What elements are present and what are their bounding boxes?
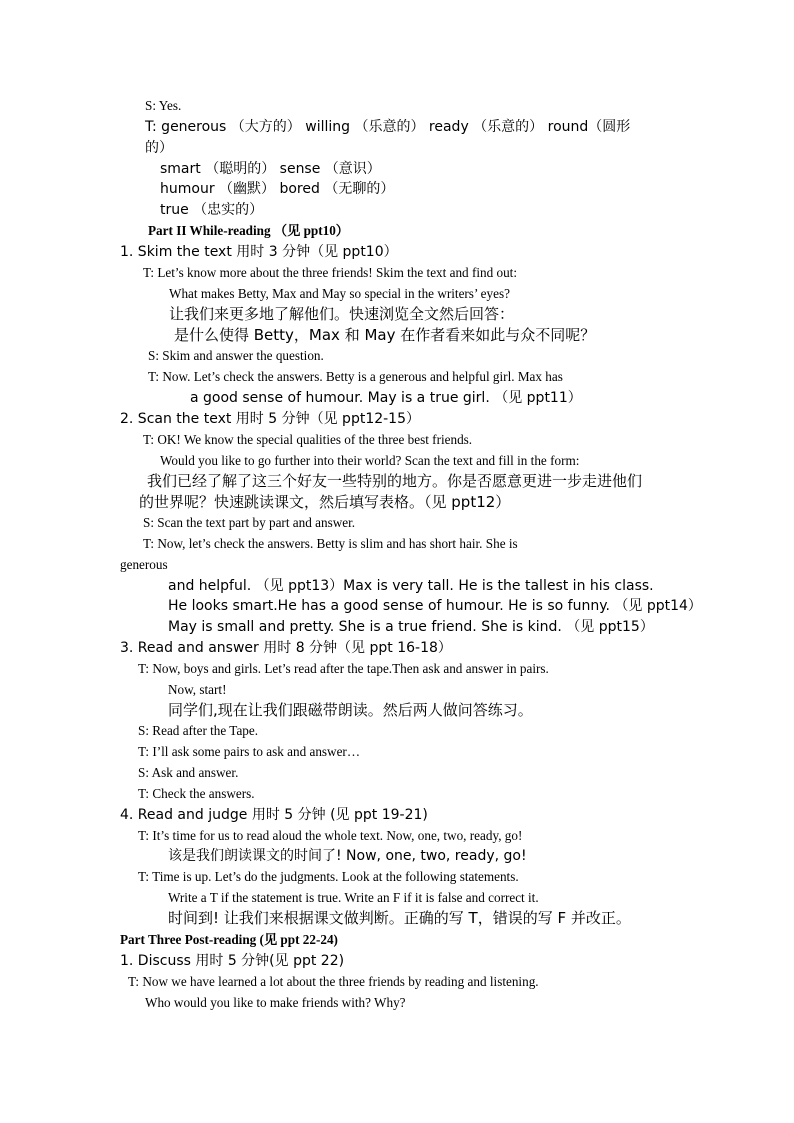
- section-heading-post-reading: Part Three Post-reading (见 ppt 22-24): [120, 932, 338, 947]
- line-29: Now, start!: [168, 682, 227, 697]
- line-20: 的世界呢？快速跳读课文，然后填写表格。（见 ppt12）: [139, 493, 511, 511]
- line-31: S: Read after the Tape.: [138, 723, 259, 738]
- line-9: T: Let’s know more about the three friends! Skim the text and find out:: [143, 265, 518, 280]
- line-25: He looks smart.He has a good sense of humour. He is so funny. （见 ppt14）: [168, 598, 702, 614]
- line-33: S: Ask and answer.: [138, 765, 239, 780]
- line-1: S: Yes.: [145, 98, 182, 113]
- line-43: T: Now we have learned a lot about the three friends by reading and listening.: [128, 974, 539, 989]
- line-10: What makes Betty, Max and May so special in the writers’ eyes?: [169, 286, 510, 301]
- line-34: T: Check the answers.: [138, 786, 255, 801]
- line-39: Write a T if the statement is true. Write an F if it is false and correct it.: [168, 890, 539, 905]
- line-23: generous: [120, 557, 168, 572]
- line-38: T: Time is up. Let’s do the judgments. Look at the following statements.: [138, 869, 519, 884]
- line-5: humour （幽默） bored （无聊的）: [160, 181, 395, 197]
- section-heading-while-reading: Part II While-reading （见 ppt10）: [148, 223, 349, 238]
- line-35: 4. Read and judge 用时 5 分钟 (见 ppt 19-21): [120, 807, 428, 823]
- line-21: S: Scan the text part by part and answer.: [143, 515, 356, 530]
- line-18: Would you like to go further into their world? Scan the text and fill in the form:: [160, 453, 580, 468]
- line-6: true （忠实的）: [160, 202, 264, 218]
- line-3: 的）: [145, 140, 173, 156]
- line-24: and helpful. （见 ppt13）Max is very tall. He is the tallest in his class.: [168, 578, 654, 594]
- line-27: 3. Read and answer 用时 8 分钟（见 ppt 16-18）: [120, 640, 452, 656]
- line-13: S: Skim and answer the question.: [148, 348, 324, 363]
- line-28: T: Now, boys and girls. Let’s read after the tape.Then ask and answer in pairs.: [138, 661, 549, 676]
- line-26: May is small and pretty. She is a true friend. She is kind. （见 ppt15）: [168, 619, 654, 635]
- line-17: T: OK! We know the special qualities of the three best friends.: [143, 432, 473, 447]
- line-44: Who would you like to make friends with? Why?: [145, 995, 406, 1010]
- line-19: 我们已经了解了这三个好友一些特别的地方。你是否愿意更进一步走进他们: [147, 472, 643, 490]
- line-40: 时间到! 让我们来根据课文做判断。正确的写 T，错误的写 F 并改正。: [168, 909, 631, 927]
- line-11: 让我们来更多地了解他们。快速浏览全文然后回答：: [169, 305, 515, 323]
- line-2: T: generous （大方的） willing （乐意的） ready （乐意的） round（圆形: [145, 119, 631, 135]
- line-8: 1. Skim the text 用时 3 分钟（见 ppt10）: [120, 244, 398, 260]
- line-15: a good sense of humour. May is a true girl. （见 ppt11）: [190, 390, 582, 406]
- line-12: 是什么使得 Betty，Max 和 May 在作者看来如此与众不同呢？: [174, 326, 596, 344]
- line-42: 1. Discuss 用时 5 分钟(见 ppt 22): [120, 953, 345, 969]
- line-36: T: It’s time for us to read aloud the whole text. Now, one, two, ready, go!: [138, 828, 523, 843]
- line-4: smart （聪明的） sense （意识）: [160, 161, 381, 177]
- line-30: 同学们,现在让我们跟磁带朗读。然后两人做问答练习。: [168, 701, 533, 719]
- line-37: 该是我们朗读课文的时间了! Now, one, two, ready, go!: [168, 848, 527, 864]
- line-16: 2. Scan the text 用时 5 分钟（见 ppt12-15）: [120, 411, 421, 427]
- line-32: T: I’ll ask some pairs to ask and answer…: [138, 744, 361, 759]
- line-22: T: Now, let’s check the answers. Betty is slim and has short hair. She is: [143, 536, 518, 551]
- line-14: T: Now. Let’s check the answers. Betty is a generous and helpful girl. Max has: [148, 369, 563, 384]
